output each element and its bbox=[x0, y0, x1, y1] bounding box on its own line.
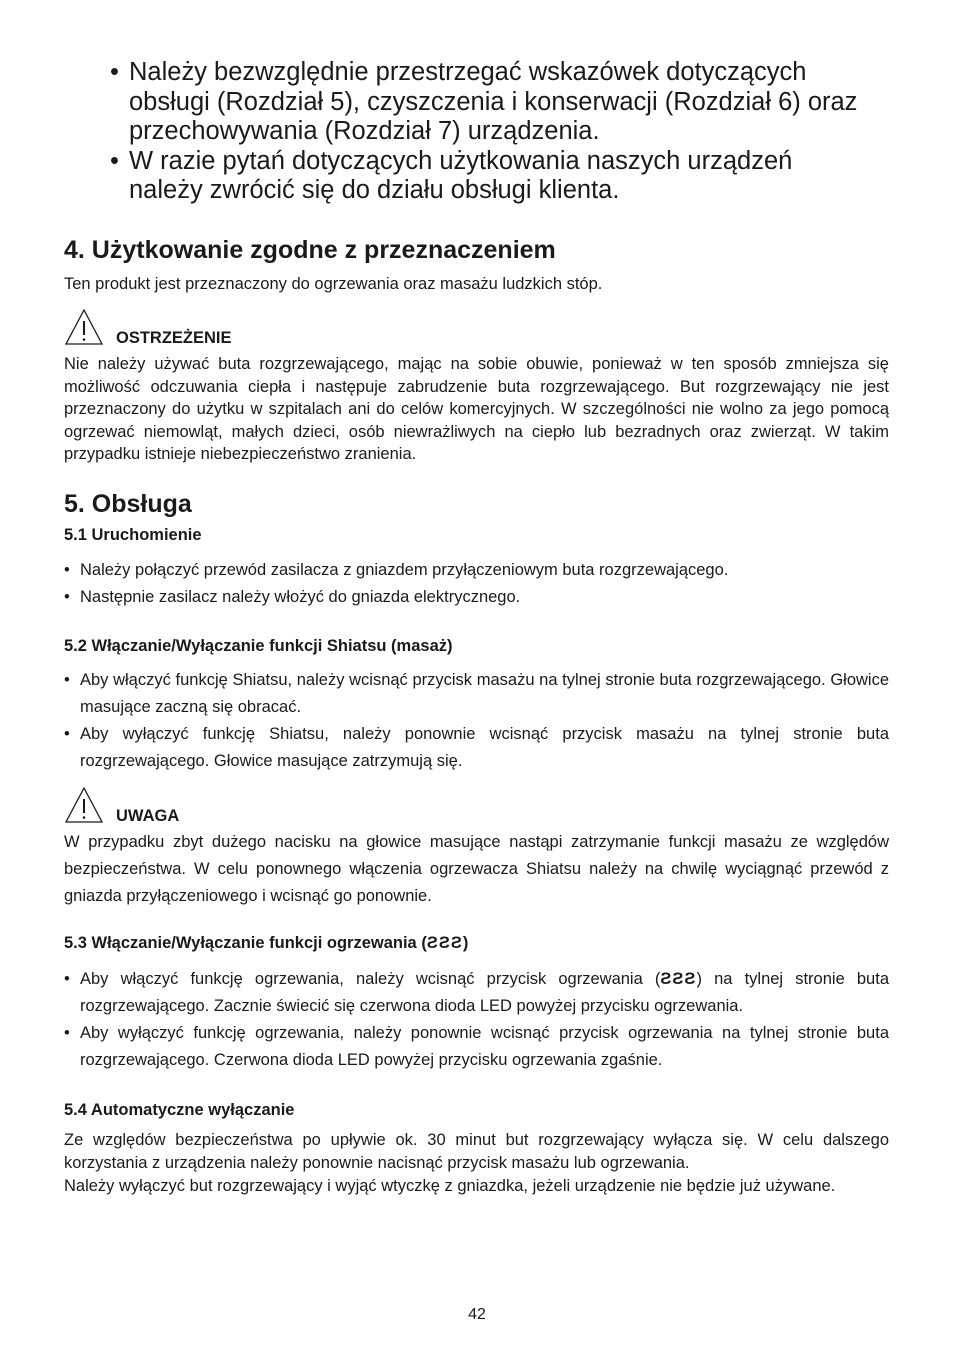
warning-text: Nie należy używać buta rozgrzewającego, mając na sobie obuwie, ponieważ w ten sposób zmniejsza się możliwość odczuwania ciepła i następuje zabrudzenie buta rozgrzewającego. But rozgrzewający nie jest przeznaczony do użytku w szpitalach ani do celów komercyjnych. W szczególności nie wolno za jego pomocą ogrzewać niemowląt, małych dzieci, osób niewrażliwych na ciepło lub bezradnych oraz zwierząt. W takim przypadku istnieje niebezpieczeństwo zranienia. bbox=[64, 355, 889, 463]
page-number: 42 bbox=[468, 1306, 486, 1323]
section-5-3-list bbox=[64, 966, 889, 1074]
list-item-text: Następnie zasilacz należy włożyć do gniazda elektrycznego. bbox=[80, 588, 521, 606]
section-5-2-heading: 5.2 Włączanie/Wyłączanie funkcji Shiatsu (masaż) bbox=[64, 637, 453, 655]
list-item bbox=[64, 966, 889, 1020]
bullet-mark: • bbox=[110, 146, 119, 175]
section-5-3-heading bbox=[64, 934, 468, 953]
intro-bullet-text: W razie pytań dotyczących użytkowania naszych urządzeń należy zwrócić się do działu obsługi klienta. bbox=[129, 146, 793, 204]
bullet-mark: • bbox=[64, 588, 70, 606]
list-item-text: Aby włączyć funkcję Shiatsu, należy wcisnąć przycisk masażu na tylnej stronie buta rozgrzewającego. Głowice masujące zaczną się obracać. bbox=[80, 671, 889, 716]
warning-triangle-icon bbox=[64, 786, 104, 824]
bullet-mark: • bbox=[64, 725, 70, 743]
section-5-1-heading: 5.1 Uruchomienie bbox=[64, 526, 202, 544]
warning-block-header bbox=[64, 308, 364, 348]
intro-bullet-list bbox=[110, 58, 870, 206]
section-5-4-heading: 5.4 Automatyczne wyłączanie bbox=[64, 1101, 295, 1119]
warning-triangle-icon bbox=[64, 308, 104, 346]
bullet-mark: • bbox=[64, 561, 70, 579]
list-item-text: Aby wyłączyć funkcję ogrzewania, należy ponownie wcisnąć przycisk ogrzewania na tylnej stronie buta rozgrzewającego. Czerwona dioda LED powyżej przycisku ogrzewania zgaśnie. bbox=[80, 1024, 889, 1069]
list-item bbox=[64, 667, 889, 721]
bullet-mark: • bbox=[110, 58, 119, 86]
list-item bbox=[64, 721, 889, 775]
list-item bbox=[64, 557, 889, 584]
list-item-text-cont: ) na tylnej stronie buta rozgrzewającego. Zacznie świecić się czerwona dioda LED powyżej przycisku ogrzewania. bbox=[80, 970, 889, 1015]
section-5-heading: 5. Obsługa bbox=[64, 490, 192, 518]
list-item-text: Należy połączyć przewód zasilacza z gniazdem przyłączeniowym buta rozgrzewającego. bbox=[80, 561, 729, 579]
list-item bbox=[64, 584, 889, 611]
intro-bullet-text: Należy bezwzględnie przestrzegać wskazówek dotyczących obsługi (Rozdział 5), czyszczenia i konserwacji (Rozdział 6) oraz przechowywania (Rozdział 7) urządzenia. bbox=[129, 58, 858, 145]
bullet-mark: • bbox=[64, 671, 70, 689]
intro-bullet-item bbox=[110, 147, 870, 206]
warning-label: OSTRZEŻENIE bbox=[116, 329, 232, 347]
note-label: UWAGA bbox=[116, 807, 180, 825]
heat-symbol-icon: ƧƧƧ bbox=[660, 970, 697, 988]
section-5-3-heading-end: ) bbox=[462, 934, 469, 952]
list-item-text: Aby wyłączyć funkcję Shiatsu, należy ponownie wcisnąć przycisk masażu na tylnej stronie buta rozgrzewającego. Głowice masujące zatrzymują się. bbox=[80, 725, 889, 770]
section-5-4-text: Ze względów bezpieczeństwa po upływie ok. 30 minut but rozgrzewający wyłącza się. W celu dalszego korzystania z urządzenia należy ponownie nacisnąć przycisk masażu lub ogrzewania. bbox=[64, 1131, 889, 1172]
list-item bbox=[64, 1020, 889, 1074]
section-5-1-list bbox=[64, 557, 889, 611]
note-block-header bbox=[64, 786, 364, 826]
section-5-4-text-2: Należy wyłączyć but rozgrzewający i wyjąć wtyczkę z gniazdka, jeżeli urządzenie nie będzie już używane. bbox=[64, 1177, 836, 1195]
bullet-mark: • bbox=[64, 970, 70, 988]
bullet-mark: • bbox=[64, 1024, 70, 1042]
list-item-text: Aby włączyć funkcję ogrzewania, należy wcisnąć przycisk ogrzewania ( bbox=[80, 970, 661, 988]
section-5-3-heading-text: 5.3 Włączanie/Wyłączanie funkcji ogrzewania ( bbox=[64, 934, 427, 952]
section-4-heading: 4. Użytkowanie zgodne z przeznaczeniem bbox=[64, 236, 556, 264]
intro-bullet-item bbox=[110, 58, 870, 147]
heat-symbol-icon: ƧƧƧ bbox=[426, 934, 463, 952]
note-text: W przypadku zbyt dużego nacisku na głowice masujące nastąpi zatrzymanie funkcji masażu ze względów bezpieczeństwa. W celu ponownego włączenia ogrzewacza Shiatsu należy na chwilę wyciągnąć przewód z gniazda przyłączeniowego i wcisnąć go ponownie. bbox=[64, 833, 889, 905]
section-4-text: Ten produkt jest przeznaczony do ogrzewania oraz masażu ludzkich stóp. bbox=[64, 275, 603, 293]
section-5-2-list bbox=[64, 667, 889, 775]
